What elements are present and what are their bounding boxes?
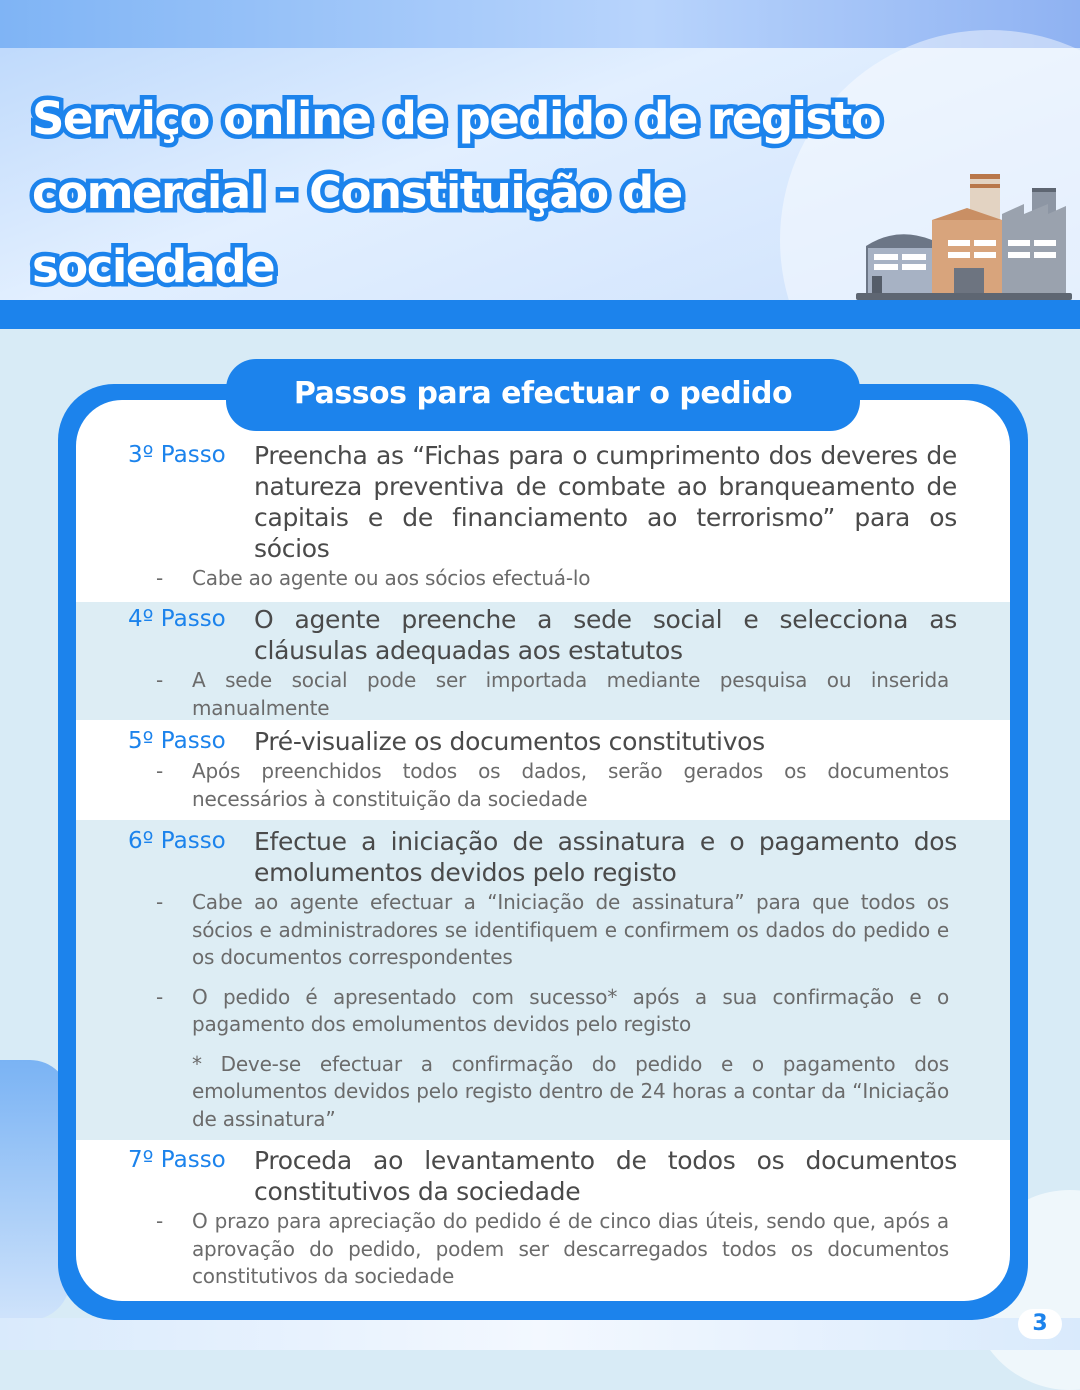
bullet-item: [156, 758, 949, 813]
step-label: 5º Passo: [128, 728, 226, 754]
step-title: Pré-visualize os documentos constitutivos: [254, 727, 765, 756]
bullet-item: [156, 667, 949, 722]
bullet-item: [156, 1208, 949, 1291]
bottom-decoration: [0, 1318, 1080, 1350]
step-label: 6º Passo: [128, 828, 226, 854]
bullet-dash: -: [156, 984, 164, 1009]
step-label: 4º Passo: [128, 606, 226, 632]
header-divider-bar: [0, 300, 1080, 329]
bullet-text: O prazo para apreciação do pedido é de cinco dias úteis, sendo que, após a aprovação do pedido, podem ser descarregados todos os documentos constitutivos da sociedade: [192, 1209, 949, 1288]
bullet-dash: -: [156, 890, 164, 914]
step-label: 7º Passo: [128, 1147, 226, 1173]
step-4: [76, 602, 1010, 720]
page-number: 3: [1018, 1309, 1062, 1339]
step-title: O agente preenche a sede social e selecciona as cláusulas adequadas aos estatutos: [254, 605, 957, 665]
bullet-dash: -: [156, 566, 164, 590]
bullet-text: Cabe ao agente ou aos sócios efectuá-lo: [192, 566, 591, 590]
section-title-tab: Passos para efectuar o pedido: [226, 359, 860, 431]
bullet-text: Após preenchidos todos os dados, serão gerados os documentos necessários à constituição da sociedade: [192, 759, 949, 811]
step-7: [76, 1140, 1010, 1301]
step-title: Proceda ao levantamento de todos os documentos constitutivos da sociedade: [254, 1146, 957, 1206]
step-title: Efectue a iniciação de assinatura e o pagamento dos emolumentos devidos pelo registo: [254, 827, 957, 887]
steps-card: [76, 400, 1010, 1301]
footnote: * Deve-se efectuar a confirmação do pedido e o pagamento dos emolumentos devidos pelo registo dentro de 24 horas a contar da “Iniciação de assinatura”: [192, 1051, 949, 1131]
step-3: [76, 440, 1010, 602]
page-title: Serviço online de pedido de registo comercial - Constituição de sociedade: [32, 92, 881, 293]
bullet-dash: -: [156, 668, 164, 692]
bullet-text: A sede social pode ser importada mediante pesquisa ou inserida manualmente: [192, 668, 949, 720]
factory-icon: [852, 168, 1076, 302]
bullet-dash: -: [156, 1209, 164, 1233]
bullet-item: [156, 984, 949, 1039]
bullet-item: [156, 565, 949, 593]
bullet-text: Cabe ao agente efectuar a “Iniciação de assinatura” para que todos os sócios e administradores se identifiquem e confirmem os dados do pedido e os documentos correspondentes: [192, 890, 949, 969]
step-title: Preencha as “Fichas para o cumprimento dos deveres de natureza preventiva de combate ao branqueamento de capitais e de financiamento ao terrorismo” para os sócios: [254, 441, 957, 563]
step-label: 3º Passo: [128, 442, 226, 468]
header-band: [0, 0, 1080, 48]
bullet-item: [156, 889, 949, 972]
bullet-text: O pedido é apresentado com sucesso* após a sua confirmação e o pagamento dos emolumentos devidos pelo registo: [192, 984, 949, 1036]
bullet-dash: -: [156, 759, 164, 783]
step-5: [76, 720, 1010, 820]
step-6: [76, 820, 1010, 1140]
